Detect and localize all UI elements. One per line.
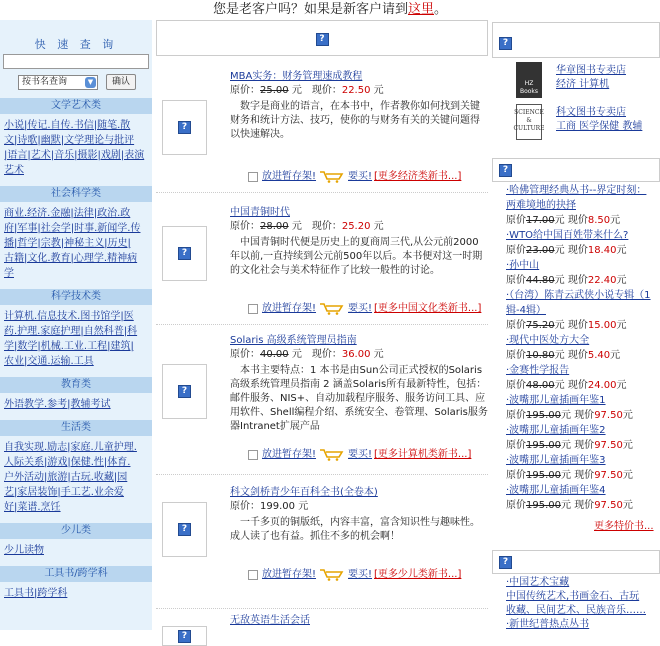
category-link[interactable]: 艺|家居装饰|手工艺.业余爱 [4, 487, 124, 498]
category-link[interactable]: 小说|传记.自传.书信|随笔.散 [4, 120, 131, 131]
more-category-link[interactable]: [更多计算机类新书...] [374, 449, 472, 460]
save-checkbox[interactable] [248, 570, 258, 580]
price-label: 原价： [230, 221, 260, 232]
special-title-link[interactable]: ·孙中山 [506, 260, 540, 271]
category-links [0, 202, 152, 281]
hz-books-logo: HZ Books [516, 62, 542, 98]
art-title-link[interactable]: ·中国艺术宝藏 [506, 577, 570, 588]
book-actions [248, 568, 461, 582]
old-price: 75.20 [526, 320, 555, 331]
book-title[interactable]: 无敌英语生活会话 [230, 615, 310, 626]
now-label: 现价 [574, 470, 595, 481]
price-unit: 元 [616, 275, 627, 286]
category-link[interactable]: 计算机.信息技术.图书馆学|医 [4, 311, 134, 322]
category-link[interactable]: 艺术 [4, 165, 24, 176]
price-unit: 元 [554, 215, 565, 226]
question-placeholder-icon: ? [316, 33, 329, 46]
new-price: 97.50 [594, 410, 623, 421]
new-customer-link[interactable]: 这里 [407, 2, 434, 17]
special-price [506, 243, 656, 258]
left-sidebar [0, 20, 152, 630]
new-price: 22.40 [587, 275, 617, 286]
old-price: 23.00 [526, 245, 555, 256]
category-link[interactable]: |语言|艺术|音乐|摄影|戏剧|表演 [4, 150, 145, 161]
new-price: 97.50 [594, 440, 623, 451]
special-title-link[interactable]: ·哈佛管理经典丛书--界定时刻：两难境地的抉择 [506, 185, 647, 211]
search-input[interactable] [3, 54, 149, 69]
price-unit: 元 [622, 440, 633, 451]
shopping-cart-icon[interactable] [319, 171, 345, 183]
book-price-value: 199.00 [260, 501, 295, 512]
question-placeholder-icon: ? [178, 121, 191, 134]
category-links [0, 305, 152, 369]
more-category-link[interactable]: [更多少儿类新书...] [374, 569, 462, 580]
price-unit: 元 [554, 245, 565, 256]
category-list [0, 98, 152, 601]
chevron-down-icon: ▼ [85, 77, 96, 88]
now-label: 现价 [574, 500, 595, 511]
category-header: 少儿类 [0, 523, 152, 539]
special-title-link[interactable]: ·金赛性学报告 [506, 365, 570, 376]
science-culture-logo: SCIENCE & CULTURE [516, 104, 542, 140]
divider [156, 474, 488, 475]
price-label: 原价 [506, 380, 526, 391]
price-label: 原价： [230, 349, 260, 360]
special-price [506, 348, 656, 363]
special-price [506, 498, 656, 513]
special-item [506, 423, 656, 453]
price-unit: 元 [291, 85, 302, 96]
category-link[interactable]: 好|菜谱.烹饪 [4, 502, 61, 513]
store-hz[interactable] [516, 62, 660, 106]
category-link[interactable]: 学|数学|机械.工业.工程|建筑| [4, 341, 134, 352]
save-checkbox[interactable] [248, 304, 258, 314]
top-welcome-bar [0, 0, 660, 20]
specials-header [492, 158, 660, 182]
book-actions [248, 170, 461, 184]
price-unit: 元 [616, 380, 627, 391]
search-type-select[interactable] [18, 75, 98, 90]
now-label: 现价： [311, 85, 342, 96]
book-cover[interactable] [162, 364, 207, 419]
category-links [0, 582, 152, 601]
price-unit: 元 [610, 350, 621, 361]
price-unit: 元 [622, 470, 633, 481]
special-item [506, 333, 656, 363]
question-placeholder-icon: ? [178, 385, 191, 398]
old-price: 195.00 [526, 410, 561, 421]
category-link[interactable]: 学 [4, 268, 14, 279]
special-title-link[interactable]: ·波嘴那儿童插画年鉴1 [506, 395, 606, 406]
right-sidebar [492, 20, 660, 630]
price-unit: 元 [291, 221, 302, 232]
price-unit: 元 [554, 380, 565, 391]
more-specials-link[interactable]: 更多特价书... [594, 521, 654, 532]
save-to-shelf-link[interactable]: 放进暂存架! [262, 303, 317, 314]
special-price [506, 213, 656, 228]
category-links [0, 539, 152, 558]
book-description: 中国青铜时代便是历史上的夏商周三代,从公元前2000年以前,一直持续到公元前500年以后。本书便对这一时期的文化社会与美术特征作了比较一般性的讨论。 [230, 237, 483, 276]
special-item [506, 288, 656, 333]
save-to-shelf-link[interactable]: 放进暂存架! [262, 569, 317, 580]
category-link[interactable]: 古籍|文化.教育|心理学.精神病 [4, 253, 138, 264]
category-link[interactable]: 人际关系|游戏|保健.性|体育. [4, 457, 131, 468]
price-label: 原价 [506, 470, 526, 481]
art-line-link[interactable]: 中国传统艺术,书画金石、古玩 [506, 591, 640, 602]
new-price: 18.40 [587, 245, 617, 256]
special-price [506, 438, 656, 453]
special-offers-list [506, 183, 656, 513]
price-unit: 元 [554, 320, 565, 331]
special-title-link[interactable]: ·波嘴那儿童插画年鉴4 [506, 485, 606, 496]
store-name-link[interactable]: 华章图书专卖店 [556, 65, 626, 76]
category-header: 社会科学类 [0, 186, 152, 202]
price-unit: 元 [373, 85, 384, 96]
price-unit: 元 [622, 410, 633, 421]
new-price: 36.00 [341, 349, 371, 360]
more-category-link[interactable]: [更多中国文化类新书...] [374, 303, 482, 314]
book-price [230, 500, 488, 514]
category-links [0, 114, 152, 178]
price-unit: 元 [554, 275, 565, 286]
quick-search-title: 快 速 查 询 [34, 38, 118, 51]
old-price: 195.00 [526, 500, 561, 511]
price-unit: 元 [561, 410, 571, 421]
category-link[interactable]: 文|诗歌|幽默|文学理论与批评 [4, 135, 135, 146]
buy-link[interactable]: 要买! [348, 449, 373, 460]
divider [156, 192, 488, 193]
price-label: 原价： [230, 501, 260, 512]
now-label: 现价 [567, 380, 588, 391]
special-price [506, 378, 656, 393]
search-confirm-button[interactable]: 确认 [106, 74, 136, 90]
new-price: 97.50 [594, 500, 623, 511]
book-cover[interactable] [162, 100, 207, 155]
price-unit: 元 [561, 500, 571, 511]
now-label: 现价 [574, 410, 595, 421]
special-item [506, 258, 656, 288]
divider [156, 608, 488, 609]
special-price [506, 468, 656, 483]
new-price: 25.20 [341, 221, 371, 232]
category-link[interactable]: 自我实现.励志|家庭.儿童护理. [4, 442, 137, 453]
question-placeholder-icon: ? [499, 164, 512, 177]
book-cover[interactable] [162, 626, 207, 646]
category-header: 教育类 [0, 377, 152, 393]
now-label: 现价 [567, 320, 588, 331]
old-price: 10.80 [526, 350, 555, 361]
special-item [506, 393, 656, 423]
art-line-link[interactable]: 收藏、民间艺术、民族音乐…… [506, 605, 646, 616]
price-unit: 元 [554, 350, 565, 361]
art-section-header [492, 550, 660, 574]
book-title[interactable]: MBA实务：财务管理速成教程 [230, 71, 363, 82]
special-title-link[interactable]: ·波嘴那儿童插画年鉴2 [506, 425, 606, 436]
category-header: 文学艺术类 [0, 98, 152, 114]
buy-link[interactable]: 要买! [348, 303, 373, 314]
right-banner [492, 22, 660, 58]
category-link[interactable]: 药.护理.家庭护理|自然科普|科 [4, 326, 138, 337]
art-list [506, 576, 656, 632]
category-links [0, 393, 152, 412]
old-price: 195.00 [526, 470, 561, 481]
special-title-link[interactable]: ·WTO给中国百姓带来什么? [506, 230, 629, 241]
question-placeholder-icon: ? [178, 630, 191, 643]
price-unit: 元 [616, 320, 627, 331]
now-label: 现价 [567, 215, 588, 226]
new-price: 15.00 [587, 320, 617, 331]
category-link[interactable]: 少儿读物 [4, 545, 44, 556]
store-subcategory-link[interactable]: 经济 计算机 [556, 79, 610, 90]
book-cover[interactable] [162, 226, 207, 281]
price-label: 原价： [230, 85, 260, 96]
price-label: 原价 [506, 320, 526, 331]
welcome-suffix: 。 [434, 2, 448, 17]
category-link[interactable]: 工具书|跨学科 [4, 588, 68, 599]
price-unit: 元 [561, 470, 571, 481]
price-label: 原价 [506, 500, 526, 511]
price-unit: 元 [373, 349, 384, 360]
now-label: 现价 [567, 350, 588, 361]
old-price: 40.00 [260, 349, 289, 360]
now-label: 现价 [567, 245, 588, 256]
book-price [230, 220, 488, 234]
special-price [506, 408, 656, 423]
book-description: 数字是商业的语言，在本书中，作者教你如何找到关键财务和统计方法、技巧，使你的与财务有关的关键问题得以快速解决。 [230, 101, 480, 140]
price-unit: 元 [610, 215, 621, 226]
book-title[interactable]: 中国青铜时代 [230, 207, 290, 218]
now-label: 现价 [574, 440, 595, 451]
category-link[interactable]: 府|军事|社会学|时事.新闻学.传 [4, 223, 141, 234]
divider [156, 324, 488, 325]
price-label: 原价 [506, 245, 526, 256]
save-checkbox[interactable] [248, 450, 258, 460]
category-links [0, 436, 152, 515]
save-to-shelf-link[interactable]: 放进暂存架! [262, 449, 317, 460]
special-price [506, 318, 656, 333]
price-label: 原价 [506, 350, 526, 361]
old-price: 48.00 [526, 380, 555, 391]
now-label: 现价： [311, 349, 342, 360]
question-placeholder-icon: ? [178, 523, 191, 536]
special-item [506, 453, 656, 483]
price-unit: 元 [561, 440, 571, 451]
special-item [506, 483, 656, 513]
category-header: 科学技术类 [0, 289, 152, 305]
save-checkbox[interactable] [248, 172, 258, 182]
category-header: 生活类 [0, 420, 152, 436]
old-price: 195.00 [526, 440, 561, 451]
price-unit: 元 [616, 245, 627, 256]
price-label: 原价 [506, 275, 526, 286]
special-price [506, 273, 656, 288]
art-line-link[interactable]: ·新世纪普热点丛书 [506, 619, 590, 630]
question-placeholder-icon: ? [499, 37, 512, 50]
book-price [230, 348, 488, 362]
new-price: 97.50 [594, 470, 623, 481]
special-item [506, 363, 656, 393]
special-item [506, 183, 656, 228]
more-category-link[interactable]: [更多经济类新书...] [374, 171, 462, 182]
question-placeholder-icon: ? [178, 247, 191, 260]
search-type-value: 按书名查询 [22, 76, 68, 87]
old-price: 44.80 [526, 275, 555, 286]
shopping-cart-icon[interactable] [319, 449, 345, 461]
buy-link[interactable]: 要买! [348, 171, 373, 182]
store-kw[interactable] [513, 104, 660, 148]
special-title-link[interactable]: ·现代中医处方大全 [506, 335, 590, 346]
category-header: 工具书/跨学科 [0, 566, 152, 582]
shopping-cart-icon[interactable] [319, 569, 345, 581]
category-link[interactable]: 播|哲学|宗教|神秘主义|历史| [4, 238, 131, 249]
special-title-link[interactable]: ·（台湾）陈青云武侠小说专辑（1辑-4辑） [506, 290, 651, 316]
book-cover[interactable] [162, 502, 207, 557]
book-title[interactable]: Solaris 高级系统管理员指南 [230, 335, 357, 346]
now-label: 现价： [311, 221, 342, 232]
new-price: 8.50 [587, 215, 611, 226]
price-label: 原价 [506, 215, 526, 226]
old-price: 17.00 [526, 215, 555, 226]
category-link[interactable]: 户外活动|旅游|古玩.收藏|园 [4, 472, 128, 483]
center-banner [156, 20, 488, 56]
price-label: 原价 [506, 410, 526, 421]
store-subcategory-link[interactable]: 工商 医学保健 教辅 [556, 121, 643, 132]
category-link[interactable]: 农业|交通.运输.工具 [4, 356, 94, 367]
book-price [230, 84, 488, 98]
old-price: 28.00 [260, 221, 289, 232]
price-unit: 元 [298, 501, 309, 512]
price-unit: 元 [622, 500, 633, 511]
book-description: 一千多页的铜版纸，内容丰富，富含知识性与趣味性。成人读了也有益。抓住不多的机会啊！ [230, 517, 480, 542]
new-price: 5.40 [587, 350, 611, 361]
special-title-link[interactable]: ·波嘴那儿童插画年鉴3 [506, 455, 606, 466]
store-name-link[interactable]: 科文图书专卖店 [556, 107, 626, 118]
welcome-text: 您是老客户吗？如果是新客户请到 [212, 2, 408, 17]
book-actions [248, 302, 481, 316]
book-list [156, 20, 488, 641]
special-item [506, 228, 656, 258]
old-price: 25.00 [260, 85, 289, 96]
price-label: 原价 [506, 440, 526, 451]
price-unit: 元 [373, 221, 384, 232]
now-label: 现价 [567, 275, 588, 286]
book-title[interactable]: 科文剑桥青少年百科全书(全卷本) [230, 487, 378, 498]
save-to-shelf-link[interactable]: 放进暂存架! [262, 171, 317, 182]
new-price: 24.00 [587, 380, 617, 391]
book-description: 本书主要特点：1 本书是由Sun公司正式授权的Solaris高级系统管理员指南 2 涵盖Solaris所有最新特性，包括：邮件服务、NIS+、自动加载程序服务、服务访问工具、应用软件、Shell编程介绍、系统安全、卷管理、Solaris服务器Intranet扩展产品 [230, 365, 488, 432]
shopping-cart-icon[interactable] [319, 303, 345, 315]
price-unit: 元 [291, 349, 302, 360]
category-link[interactable]: 商业.经济.金融|法律|政治.政 [4, 208, 131, 219]
new-price: 22.50 [341, 85, 371, 96]
question-placeholder-icon: ? [499, 556, 512, 569]
book-actions [248, 448, 471, 462]
buy-link[interactable]: 要买! [348, 569, 373, 580]
category-link[interactable]: 外语教学.参考|教辅考试 [4, 399, 111, 410]
